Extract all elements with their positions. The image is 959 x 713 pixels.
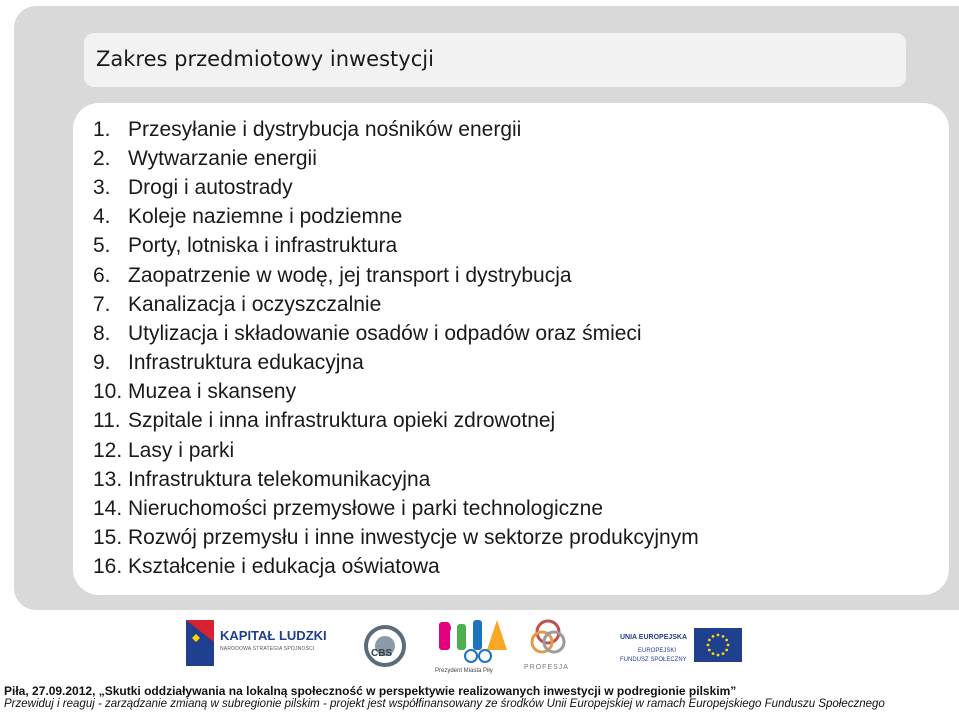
list-item-text: Wytwarzanie energii [128,146,317,170]
kapital-ludzki-name: KAPITAŁ LUDZKI [220,628,327,643]
list-item-number: 6. [93,263,111,287]
eu-star-icon [727,644,730,647]
eu-star-icon [717,634,720,637]
list-item-text: Muzea i skanseny [128,380,297,404]
eu-flag-icon [694,628,742,662]
list-item-number: 3. [93,175,111,199]
footer-event-line: Piła, 27.09.2012, „Skutki oddziaływania na lokalną społeczność w perspektywie realizowanych inwestycji w podregionie pilskim” [4,684,737,698]
list-item-text: Kanalizacja i oczyszczalnie [128,292,382,316]
eu-star-icon [708,639,711,642]
cbs-name: CBS [371,648,393,659]
eu-star-icon [725,649,728,652]
kapital-ludzki-logo [186,612,336,674]
list-item-number: 1. [93,117,111,141]
list-item-text: Zaopatrzenie w wodę, jej transport i dystrybucja [128,263,572,287]
list-item-number: 11. [93,409,121,433]
list-item-text: Lasy i parki [128,438,235,462]
kapital-ludzki-flag-icon [186,620,214,666]
list-item [93,232,699,261]
list-item [93,553,699,582]
eu-star-icon [707,644,710,647]
title-box [84,33,906,87]
list-item-text: Szpitale i inna infrastruktura opieki zdrowotnej [128,409,556,433]
profesja-emblem-icon [530,618,566,658]
list-item [93,524,699,553]
list-item-number: 8. [93,321,111,345]
eu-line2: EUROPEJSKI [638,648,677,654]
pila-logo [435,614,525,676]
profesja-name: PROFESJA [524,664,569,671]
list-item-text: Nieruchomości przemysłowe i parki technologiczne [128,497,604,521]
eu-star-icon [725,639,728,642]
logo-strip [180,612,740,678]
list-item [93,144,699,173]
list-item-number: 12. [93,438,123,462]
list-item [93,203,699,232]
list-item-number: 16. [93,555,123,579]
list-item-text: Drogi i autostrady [128,175,293,199]
list-item-number: 5. [93,234,111,258]
list-item [93,115,699,144]
eu-star-icon [712,635,715,638]
list-item-number: 9. [93,351,111,375]
list-item-text: Kształcenie i edukacja oświatowa [128,555,440,579]
list-item [93,319,699,348]
list-item [93,173,699,202]
kapital-ludzki-sub: NARODOWA STRATEGIA SPÓJNOŚCI [220,646,315,652]
eu-line1: UNIA EUROPEJSKA [620,634,688,641]
list-item-text: Przesyłanie i dystrybucja nośników energii [128,117,522,141]
list-item-number: 14. [93,497,123,521]
list-item [93,261,699,290]
investment-list [93,115,699,582]
slide-title: Zakres przedmiotowy inwestycji [96,47,434,71]
profesja-logo [516,618,586,676]
list-item-text: Koleje naziemne i podziemne [128,205,403,229]
list-item-text: Utylizacja i składowanie osadów i odpadów oraz śmieci [128,321,642,345]
pila-sub: Prezydent Miasta Piły [435,668,493,674]
eu-star-icon [717,654,720,657]
eu-star-icon [722,635,725,638]
content-box [73,103,949,595]
footer-cofinancing: projekt jest współfinansowany ze środków Unii Europejskiej w ramach Europejskiego Funduszu Społecznego [329,698,885,710]
list-item [93,436,699,465]
eu-star-icon [708,649,711,652]
eu-line3: FUNDUSZ SPOŁECZNY [620,657,687,663]
cbs-logo [363,624,407,668]
eu-star-icon [712,652,715,655]
list-item-number: 7. [93,292,111,316]
list-item [93,407,699,436]
list-item-number: 13. [93,467,123,491]
footer-project-line [4,698,885,710]
list-item-text: Infrastruktura telekomunikacyjna [128,467,431,491]
list-item-text: Rozwój przemysłu i inne inwestycje w sektorze produkcyjnym [128,526,699,550]
list-item-number: 10. [93,380,123,404]
footer-project-name: Przewiduj i reaguj - zarządzanie zmianą w subregionie pilskim - [4,698,330,710]
list-item-text: Porty, lotniska i infrastruktura [128,234,398,258]
list-item [93,349,699,378]
list-item [93,290,699,319]
eu-star-icon [722,652,725,655]
list-item-number: 15. [93,526,123,550]
eu-logo [620,624,745,668]
list-item [93,378,699,407]
list-item [93,465,699,494]
list-item-number: 2. [93,146,111,170]
slide-frame [14,6,959,610]
cbs-emblem-icon [363,624,407,668]
list-item [93,494,699,523]
list-item-number: 4. [93,205,111,229]
list-item-text: Infrastruktura edukacyjna [128,351,364,375]
pila-emblem-icon [435,614,513,664]
